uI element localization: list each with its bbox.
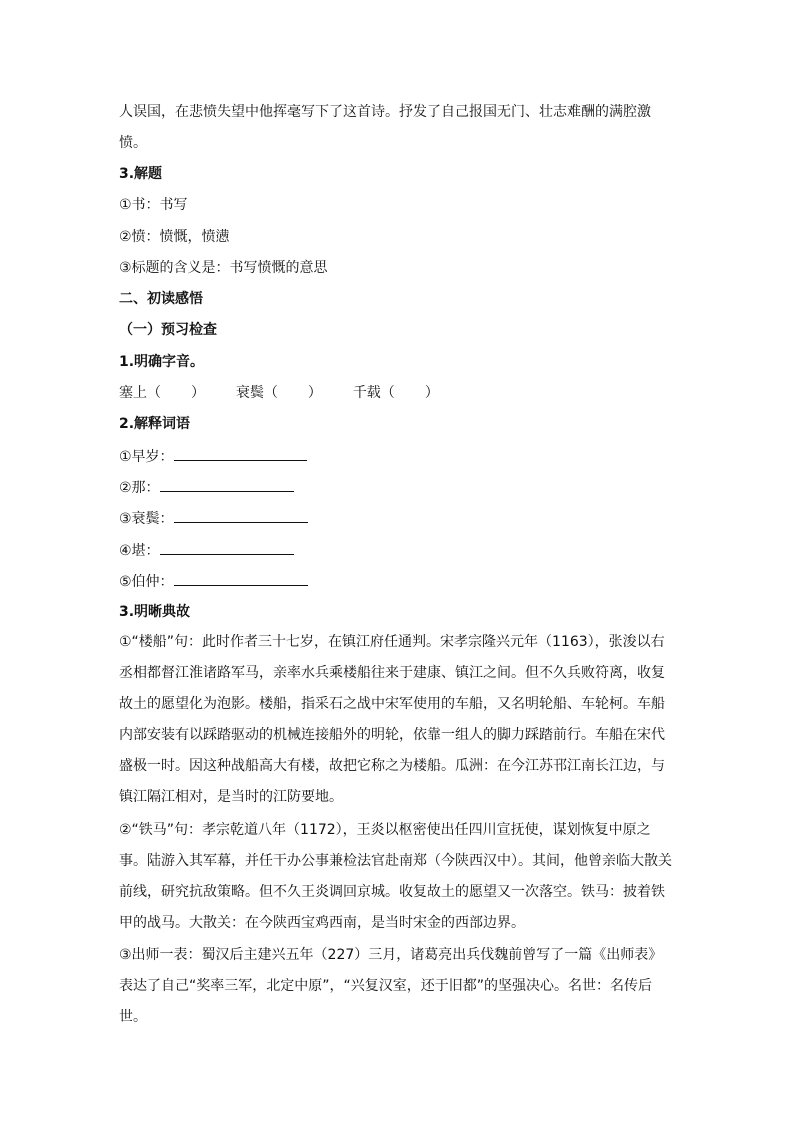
pronunciation-heading: 1.明确字音。: [119, 354, 205, 370]
allusion-line: 故土的愿望化为泡影。楼船，指采石之战中宋军使用的车船，又名明轮船、车轮柯。车船: [119, 696, 665, 712]
answer-blank[interactable]: [174, 508, 308, 523]
vocab-item-1: ①早岁：: [119, 446, 679, 467]
allusion-line: 内部安装有以踩踏驱动的机械连接船外的明轮，依靠一组人的脚力踩踏前行。车船在宋代: [119, 727, 665, 743]
allusion-louchuan: [119, 627, 675, 813]
intro-line-2: 愤。: [119, 135, 147, 151]
jieti-heading: 3.解题: [119, 166, 163, 182]
pron-item-2: 衰鬓（ ）: [235, 385, 322, 401]
pronunciation-row: [119, 383, 679, 403]
allusion-line: 甲的战马。大散关：在今陕西宝鸡西南，是当时宋金的西部边界。: [119, 915, 525, 931]
vocab-heading: 2.解释词语: [119, 416, 191, 432]
vocab-item-3: ③衰鬓：: [119, 508, 679, 529]
vocab-item-5: ⑤伯仲：: [119, 571, 679, 592]
pron-item-3: 千载（ ）: [352, 385, 439, 401]
allusion-line: 世。: [119, 1009, 147, 1025]
allusion-line: ③出师一表：蜀汉后主建兴五年（227）三月，诸葛亮出兵伐魏前曾写了一篇《出师表》: [119, 947, 663, 963]
allusion-line: 事。陆游入其军幕，并任干办公事兼检法官赴南郑（今陕西汉中）。其间，他曾亲临大散关: [119, 853, 672, 869]
answer-blank[interactable]: [160, 540, 294, 555]
allusion-chushibiao: [119, 940, 675, 1033]
vocab-item-2: ②那：: [119, 477, 679, 498]
allusion-line: ②“铁马”句：孝宗乾道八年（1172），王炎以枢密使出任四川宣抚使，谋划恢复中原之: [119, 822, 651, 838]
jieti-item-2: ②愤：愤慨，愤懑: [119, 229, 230, 245]
intro-line-1: 人误国，在悲愤失望中他挥毫写下了这首诗。抒发了自己报国无门、壮志难酬的满腔激: [119, 104, 651, 120]
allusion-line: ①“楼船”句：此时作者三十七岁，在镇江府任通判。宋孝宗隆兴元年（1163），张浚以右: [119, 634, 665, 650]
answer-blank[interactable]: [174, 446, 307, 461]
allusion-line: 前线，研究抗敌策略。但不久王炎调回京城。收复故土的愿望又一次落空。铁马：披着铁: [119, 884, 665, 900]
allusions-heading: 3.明晰典故: [119, 604, 191, 620]
jieti-item-1: ①书：书写: [119, 197, 188, 213]
pron-item-1: 塞上（ ）: [119, 385, 205, 401]
answer-blank[interactable]: [160, 477, 294, 492]
allusion-line: 表达了自己“奖率三军，北定中原”，“兴复汉室，还于旧都”的坚强决心。名世：名传后: [119, 978, 653, 994]
jieti-item-3: ③标题的含义是：书写愤慨的意思: [119, 260, 328, 276]
allusion-line: 盛极一时。因这种战船高大有楼，故把它称之为楼船。瓜洲：在今江苏邗江南长江边，与: [119, 758, 665, 774]
allusion-tiema: [119, 815, 675, 939]
vocab-item-4: ④堪：: [119, 540, 679, 561]
allusion-line: 镇江隔江相对，是当时的江防要地。: [119, 789, 343, 805]
section-two-heading: 二、初读感悟: [119, 291, 203, 307]
answer-blank[interactable]: [174, 571, 308, 586]
allusion-line: 丞相都督江淮诸路军马，亲率水兵乘楼船往来于建康、镇江之间。但不久兵败符离，收复: [119, 665, 665, 681]
preview-check-heading: （一）预习检查: [119, 322, 217, 338]
